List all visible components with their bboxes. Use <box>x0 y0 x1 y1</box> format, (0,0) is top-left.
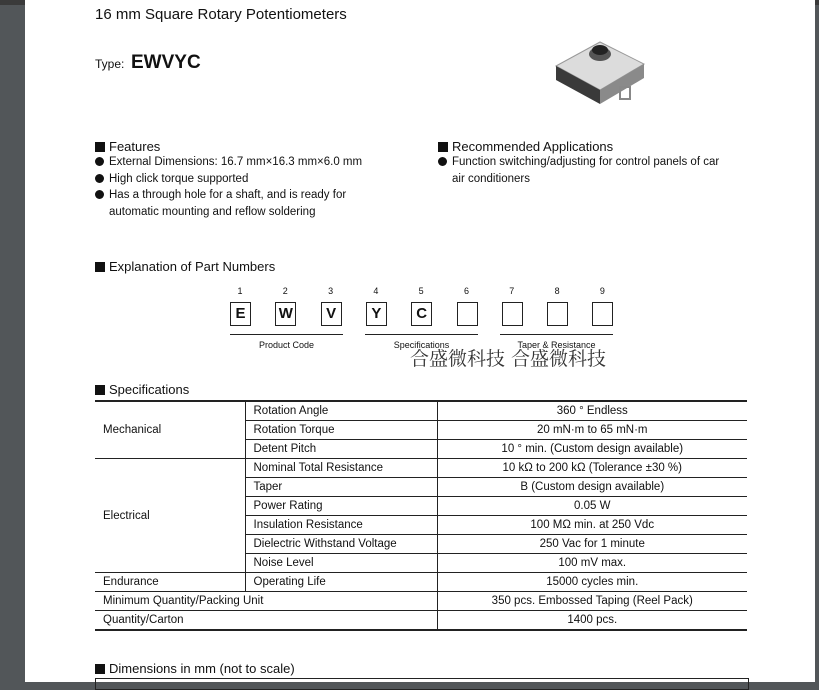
watermark: 合盛微科技 合盛微科技 <box>410 348 607 370</box>
type-label: Type: <box>95 57 125 71</box>
part-number-box: C <box>411 302 432 326</box>
item-cell: Taper <box>245 478 437 497</box>
part-numbers-heading-text: Explanation of Part Numbers <box>109 259 276 274</box>
bullet-icon <box>95 157 104 166</box>
feature-item: External Dimensions: 16.7 mm×16.3 mm×6.0 mm <box>109 156 363 168</box>
feature-item: High click torque supported <box>109 172 249 185</box>
item-cell: Power Rating <box>245 497 437 516</box>
applications-heading: Recommended Applications <box>452 139 614 154</box>
bullet-icon <box>95 174 104 183</box>
square-bullet-icon <box>95 262 105 272</box>
applications-section <box>438 139 719 187</box>
item-cell: Nominal Total Resistance <box>245 459 437 478</box>
position-number: 9 <box>599 286 605 296</box>
item-cell: Operating Life <box>245 573 437 592</box>
table-row <box>95 573 747 592</box>
part-number-box: Y <box>366 302 387 326</box>
page-title: 16 mm Square Rotary Potentiometers <box>95 6 347 23</box>
position-number: 1 <box>237 286 243 296</box>
value-cell: 360 ° Endless <box>437 401 747 421</box>
feature-item: automatic mounting and reflow soldering <box>109 205 316 218</box>
value-cell: B (Custom design available) <box>437 478 747 497</box>
dimensions-heading-text: Dimensions in mm (not to scale) <box>109 661 295 676</box>
part-number-box <box>502 302 523 326</box>
specifications-heading-text: Specifications <box>109 382 190 397</box>
part-numbers-heading <box>95 259 275 274</box>
value-cell: 0.05 W <box>437 497 747 516</box>
feature-item: Has a through hole for a shaft, and is ready for <box>109 189 347 201</box>
value-cell: 100 MΩ min. at 250 Vdc <box>437 516 747 535</box>
part-number-box <box>592 302 613 326</box>
part-number-box <box>547 302 568 326</box>
value-cell: 15000 cycles min. <box>437 573 747 592</box>
features-section <box>95 139 362 220</box>
application-item: Function switching/adjusting for control panels of car <box>452 156 720 168</box>
position-number: 3 <box>328 286 334 296</box>
position-number: 7 <box>509 286 515 296</box>
position-number: 5 <box>418 286 424 296</box>
item-cell: Detent Pitch <box>245 440 437 459</box>
table-row <box>95 401 747 421</box>
group-underline <box>365 334 478 335</box>
position-number: 4 <box>373 286 379 296</box>
table-row <box>95 611 747 631</box>
item-cell: Dielectric Withstand Voltage <box>245 535 437 554</box>
group-cell: Endurance <box>95 573 245 592</box>
position-number: 6 <box>463 286 469 296</box>
value-cell: 10 kΩ to 200 kΩ (Tolerance ±30 %) <box>437 459 747 478</box>
part-number-box: W <box>275 302 296 326</box>
group-label: Specifications <box>393 340 450 350</box>
value-cell: 100 mV max. <box>437 554 747 573</box>
position-number: 2 <box>282 286 288 296</box>
table-row <box>95 592 747 611</box>
specifications-heading <box>95 382 189 397</box>
item-cell: Rotation Angle <box>245 401 437 421</box>
group-label: Taper & Resistance <box>517 340 596 350</box>
features-heading: Features <box>109 139 161 154</box>
part-number-box: V <box>321 302 342 326</box>
dimensions-drawing-box <box>95 678 749 690</box>
item-cell: Noise Level <box>245 554 437 573</box>
part-number-box <box>457 302 478 326</box>
item-cell: Minimum Quantity/Packing Unit <box>95 592 437 611</box>
value-cell: 250 Vac for 1 minute <box>437 535 747 554</box>
group-underline <box>500 334 613 335</box>
type-value: EWVYC <box>131 52 201 73</box>
item-cell: Quantity/Carton <box>95 611 437 631</box>
product-image <box>550 32 650 104</box>
group-underline <box>230 334 343 335</box>
document-page <box>25 0 815 682</box>
square-bullet-icon <box>95 385 105 395</box>
value-cell: 10 ° min. (Custom design available) <box>437 440 747 459</box>
bullet-icon <box>438 157 447 166</box>
application-item: air conditioners <box>452 172 530 185</box>
value-cell: 350 pcs. Embossed Taping (Reel Pack) <box>437 592 747 611</box>
group-cell: Mechanical <box>95 401 245 459</box>
bullet-icon <box>95 190 104 199</box>
table-row <box>95 459 747 478</box>
square-bullet-icon <box>95 142 105 152</box>
square-bullet-icon <box>438 142 448 152</box>
group-label: Product Code <box>258 340 315 350</box>
square-bullet-icon <box>95 664 105 674</box>
part-number-box: E <box>230 302 251 326</box>
dimensions-heading <box>95 661 295 676</box>
value-cell: 1400 pcs. <box>437 611 747 631</box>
item-cell: Rotation Torque <box>245 421 437 440</box>
value-cell: 20 mN·m to 65 mN·m <box>437 421 747 440</box>
group-cell: Electrical <box>95 459 245 573</box>
position-number: 8 <box>554 286 560 296</box>
specifications-table <box>95 400 747 631</box>
item-cell: Insulation Resistance <box>245 516 437 535</box>
